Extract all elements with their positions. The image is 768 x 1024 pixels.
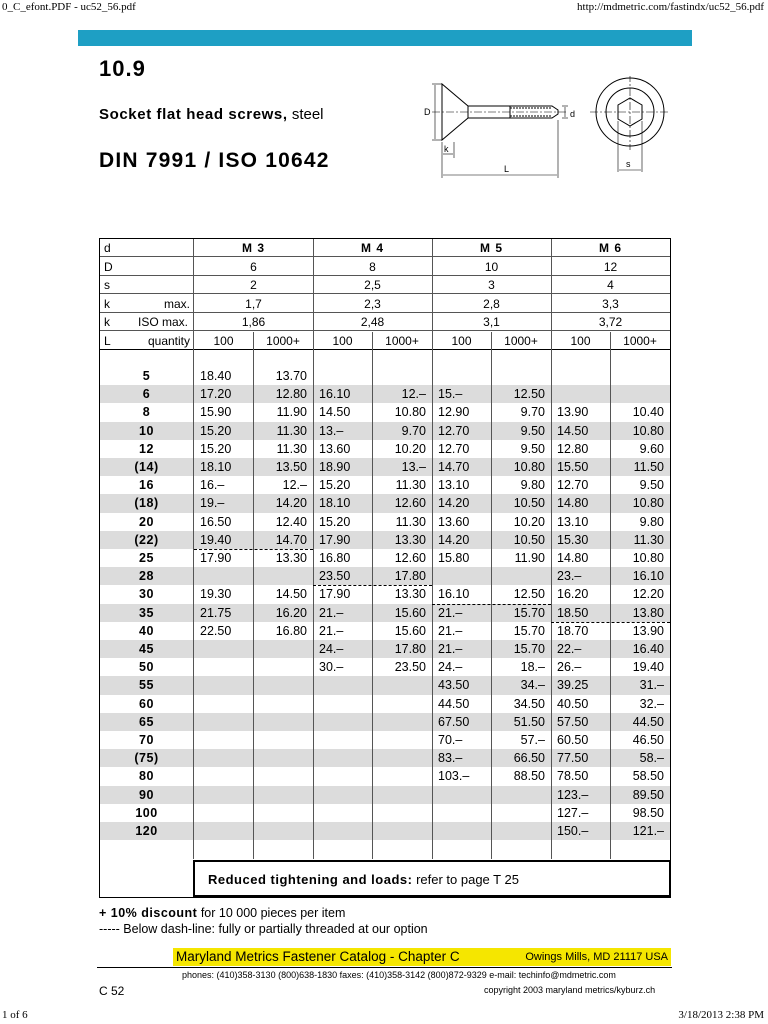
row-length: 10 [139, 423, 154, 438]
price-cell: 57.– [520, 733, 545, 747]
grid-line [372, 332, 373, 860]
row-length: 120 [135, 824, 158, 838]
price-cell: 12.– [282, 478, 307, 493]
price-cell: 34.– [520, 678, 545, 693]
grid-line [491, 332, 492, 860]
price-cell: 12.80 [557, 441, 589, 456]
row-length: 8 [142, 405, 151, 420]
price-cell: 88.50 [513, 769, 545, 784]
price-cell: 123.– [557, 787, 589, 802]
price-cell: 18.– [520, 660, 545, 675]
price-cell: 34.50 [513, 696, 545, 711]
row-length: 100 [135, 805, 158, 820]
note-normal: refer to page T 25 [412, 872, 519, 887]
table-header-row [100, 239, 670, 257]
table-header-value: M 3 [241, 241, 265, 255]
row-length: 5 [142, 369, 151, 383]
price-cell: 30.– [319, 660, 344, 675]
table-header-value: 1,86 [241, 315, 266, 329]
price-cell: 11.30 [276, 441, 307, 456]
price-cell: 11.90 [276, 405, 307, 420]
price-cell: 31.– [639, 678, 664, 693]
table-row [100, 531, 670, 549]
table-header-row [100, 295, 670, 313]
label-d: d [570, 109, 576, 119]
quantity-row-label: L [104, 333, 111, 348]
print-footer [0, 1008, 768, 1024]
row-length: 20 [139, 514, 154, 529]
price-cell: 16.20 [557, 587, 589, 602]
price-cell: 11.30 [395, 478, 426, 493]
price-cell: 16.– [200, 478, 225, 493]
price-cell: 16.50 [200, 514, 232, 529]
price-cell: 66.50 [513, 751, 545, 766]
price-cell: 39.25 [557, 678, 589, 693]
grid-line [432, 239, 433, 859]
price-cell: 15.60 [394, 623, 426, 638]
label-k: k [444, 144, 449, 154]
price-cell: 58.– [639, 751, 664, 766]
table-header-value: 2,8 [483, 296, 500, 311]
price-cell: 18.70 [557, 623, 589, 638]
price-cell: 13.30 [394, 532, 426, 547]
price-cell: 13.30 [275, 551, 307, 565]
table-row [100, 695, 670, 713]
table-header-row [100, 276, 670, 294]
print-header-filename: 0_C_efont.PDF - uc52_56.pdf [2, 1, 136, 13]
price-cell: 15.20 [319, 478, 351, 493]
print-header-url: http://mdmetric.com/fastindx/uc52_56.pdf [577, 1, 764, 13]
price-cell: 12.90 [438, 405, 470, 420]
price-cell: 14.20 [438, 532, 470, 547]
price-cell: 13.60 [319, 441, 351, 456]
price-cell: 19.40 [200, 532, 232, 547]
row-length: 35 [139, 605, 154, 620]
price-cell: 9.50 [520, 423, 545, 438]
discount-note [99, 906, 345, 920]
row-length: 65 [139, 714, 154, 729]
contact-info: phones: (410)358-3130 (800)638-1830 faxes: (410)358-3142 (800)872-9329 e-mail: techinfo@mdmetric.com [182, 970, 616, 980]
price-cell: 13.30 [394, 587, 426, 602]
price-cell: 12.50 [513, 587, 545, 602]
quantity-column-header: 100 [570, 333, 591, 348]
price-cell: 21.– [319, 623, 344, 638]
price-cell: 12.70 [557, 478, 589, 493]
price-cell: 11.30 [395, 514, 426, 529]
table-row [100, 804, 670, 822]
row-length: (14) [134, 460, 159, 474]
table-header-value: 2,3 [364, 296, 381, 311]
price-cell: 19.40 [632, 660, 664, 675]
price-cell: 150.– [557, 824, 589, 838]
table-header-value: 3,1 [483, 315, 500, 329]
print-timestamp: 3/18/2013 2:38 PM [678, 1009, 764, 1021]
table-header-row [100, 258, 670, 276]
thread-dash-line [551, 622, 670, 623]
price-cell: 9.80 [639, 514, 664, 529]
price-cell: 19.30 [200, 587, 232, 602]
price-cell: 12.40 [275, 514, 307, 529]
price-cell: 9.70 [520, 405, 545, 420]
price-cell: 14.80 [557, 551, 589, 565]
row-length: (75) [134, 751, 159, 766]
table-row [100, 422, 670, 440]
price-cell: 24.– [438, 660, 463, 675]
table-header-value: 3 [488, 278, 495, 292]
table-header-value: M 6 [598, 241, 622, 255]
subtitle-normal: steel [287, 106, 324, 123]
quantity-column-header: 1000+ [504, 333, 538, 348]
price-cell: 18.90 [319, 460, 351, 474]
price-cell: 16.10 [632, 569, 664, 584]
copyright: copyright 2003 maryland metrics/kyburz.ch [484, 985, 656, 995]
price-cell: 26.– [557, 660, 582, 675]
price-cell: 12.70 [438, 423, 470, 438]
price-cell: 13.– [319, 423, 344, 438]
row-length: 70 [139, 733, 154, 747]
price-cell: 15.20 [200, 423, 232, 438]
price-cell: 11.50 [633, 460, 664, 474]
table-row [100, 713, 670, 731]
table-header-value: 2 [250, 278, 257, 292]
table-header-sublabel: ISO max. [138, 315, 189, 329]
table-header-label: k [104, 296, 110, 311]
price-cell: 10.20 [394, 441, 426, 456]
price-cell: 15.50 [557, 460, 589, 474]
price-cell: 18.10 [319, 496, 351, 511]
quantity-column-header: 100 [332, 333, 353, 348]
row-length: (18) [134, 496, 159, 511]
price-cell: 15.90 [200, 405, 232, 420]
price-cell: 15.80 [438, 551, 470, 565]
discount-bold: + 10% discount [99, 906, 198, 920]
price-cell: 44.50 [438, 696, 470, 711]
note-bold: Reduced tightening and loads: [208, 872, 413, 887]
row-length: 25 [139, 551, 154, 565]
price-cell: 16.10 [319, 387, 351, 402]
table-row [100, 604, 670, 622]
price-cell: 15.30 [557, 532, 589, 547]
price-cell: 15.20 [200, 441, 232, 456]
price-cell: 12.80 [275, 387, 307, 402]
price-cell: 127.– [557, 805, 589, 820]
table-row [100, 440, 670, 458]
row-length: 80 [139, 769, 154, 784]
price-cell: 11.90 [514, 551, 545, 565]
print-page-count: 1 of 6 [2, 1009, 28, 1021]
price-cell: 15.70 [513, 605, 545, 620]
price-cell: 13.– [401, 460, 426, 474]
price-cell: 14.70 [275, 532, 307, 547]
price-cell: 23.– [557, 569, 582, 584]
row-length: 45 [139, 642, 154, 656]
row-length: 12 [139, 441, 154, 456]
quantity-column-header: 100 [451, 333, 472, 348]
row-length: 6 [142, 387, 151, 402]
reduced-loads-note [193, 860, 671, 897]
table-row [100, 676, 670, 694]
table-header-value: 6 [250, 259, 257, 274]
price-cell: 22.– [557, 642, 582, 656]
price-cell: 83.– [438, 751, 463, 766]
table-header-value: M 5 [479, 241, 503, 255]
price-cell: 11.30 [633, 532, 664, 547]
table-row [100, 767, 670, 785]
price-cell: 23.50 [394, 660, 426, 675]
table-row [100, 367, 670, 385]
price-cell: 14.80 [557, 496, 589, 511]
price-cell: 18.40 [200, 369, 232, 383]
price-cell: 13.90 [557, 405, 589, 420]
thread-dash-line [432, 604, 551, 605]
price-cell: 16.80 [275, 623, 307, 638]
price-cell: 11.30 [276, 423, 307, 438]
table-row [100, 622, 670, 640]
table-row [100, 494, 670, 512]
price-cell: 21.– [438, 642, 463, 656]
row-length: 28 [139, 569, 154, 584]
table-header-value: 1,7 [245, 296, 262, 311]
thread-dash-line [194, 549, 313, 550]
table-row [100, 567, 670, 585]
price-cell: 18.10 [200, 460, 232, 474]
page-code: C 52 [99, 984, 125, 998]
price-cell: 9.70 [401, 423, 426, 438]
price-cell: 14.50 [557, 423, 589, 438]
table-row [100, 403, 670, 421]
price-cell: 21.– [438, 623, 463, 638]
grid-line [313, 239, 314, 859]
label-D: D [424, 107, 431, 117]
table-header-value: M 4 [360, 241, 384, 255]
price-cell: 13.10 [557, 514, 589, 529]
price-cell: 46.50 [632, 733, 664, 747]
price-cell: 9.50 [639, 478, 664, 493]
table-row [100, 549, 670, 567]
quantity-row-sublabel: quantity [147, 333, 190, 348]
table-header-row [100, 313, 670, 331]
price-cell: 103.– [438, 769, 470, 784]
price-cell: 10.40 [632, 405, 664, 420]
screw-drawing [418, 76, 676, 180]
row-length: 30 [139, 587, 154, 602]
footer-rule [97, 967, 672, 968]
print-header [0, 0, 768, 14]
price-cell: 10.80 [632, 496, 664, 511]
price-cell: 13.70 [275, 369, 307, 383]
top-color-bar [78, 30, 692, 46]
table-header-label: d [104, 241, 111, 255]
subtitle-bold: Socket flat head screws, [99, 106, 288, 123]
quantity-column-header: 1000+ [623, 333, 657, 348]
price-cell: 17.80 [394, 569, 426, 584]
price-cell: 21.– [319, 605, 344, 620]
price-cell: 13.60 [438, 514, 470, 529]
price-cell: 10.20 [513, 514, 545, 529]
row-length: 60 [139, 696, 154, 711]
price-cell: 23.50 [319, 569, 351, 584]
label-L: L [504, 164, 510, 174]
price-cell: 19.– [200, 496, 225, 511]
table-header-value: 3,3 [602, 296, 619, 311]
price-cell: 17.20 [200, 387, 232, 402]
table-row [100, 731, 670, 749]
dash-line-note: ----- Below dash-line: fully or partially threaded at our option [99, 922, 428, 936]
table-row [100, 585, 670, 603]
thread-dash-line [313, 585, 432, 586]
row-length: 40 [139, 623, 154, 638]
table-row [100, 658, 670, 676]
quantity-column-header: 1000+ [385, 333, 419, 348]
price-cell: 12.20 [632, 587, 664, 602]
price-cell: 17.90 [319, 587, 351, 602]
standard-title: DIN 7991 / ISO 10642 [99, 149, 330, 172]
price-cell: 12.70 [438, 441, 470, 456]
discount-normal: for 10 000 pieces per item [197, 906, 346, 920]
grade-title: 10.9 [99, 56, 146, 81]
price-cell: 51.50 [513, 714, 545, 729]
price-cell: 98.50 [632, 805, 664, 820]
price-cell: 10.50 [513, 496, 545, 511]
catalog-location: Owings Mills, MD 21117 USA [525, 951, 668, 963]
price-cell: 16.20 [275, 605, 307, 620]
price-cell: 9.80 [520, 478, 545, 493]
row-length: 16 [139, 478, 154, 493]
row-length: (22) [134, 532, 159, 547]
table-header-value: 10 [484, 259, 499, 274]
price-cell: 17.90 [319, 532, 351, 547]
price-cell: 16.80 [319, 551, 351, 565]
row-length: 55 [139, 678, 154, 693]
price-cell: 17.80 [394, 642, 426, 656]
price-table [99, 238, 671, 898]
product-subtitle [99, 106, 324, 123]
price-cell: 17.90 [200, 551, 232, 565]
price-cell: 10.50 [513, 532, 545, 547]
price-cell: 15.60 [394, 605, 426, 620]
price-cell: 10.80 [513, 460, 545, 474]
price-cell: 12.60 [394, 551, 426, 565]
price-cell: 15.70 [513, 623, 545, 638]
price-cell: 18.50 [557, 605, 589, 620]
price-cell: 14.20 [438, 496, 470, 511]
label-s: s [626, 159, 631, 169]
price-cell: 13.80 [632, 605, 664, 620]
price-cell: 70.– [438, 733, 463, 747]
price-cell: 15.70 [513, 642, 545, 656]
table-header-value: 8 [369, 259, 376, 274]
table-header-value: 12 [603, 259, 618, 274]
row-length: 90 [139, 787, 154, 802]
price-cell: 121.– [632, 824, 664, 838]
price-cell: 12.60 [394, 496, 426, 511]
table-row [100, 822, 670, 840]
grid-line [253, 332, 254, 860]
table-header-sublabel: max. [163, 296, 190, 311]
price-cell: 67.50 [438, 714, 470, 729]
price-cell: 10.80 [394, 405, 426, 420]
table-row [100, 749, 670, 767]
table-row [100, 476, 670, 494]
table-row [100, 786, 670, 804]
price-cell: 21.– [438, 605, 463, 620]
quantity-column-header: 100 [213, 333, 234, 348]
price-cell: 21.75 [200, 605, 232, 620]
table-row [100, 458, 670, 476]
price-cell: 24.– [319, 642, 344, 656]
grid-line [610, 332, 611, 860]
price-cell: 89.50 [632, 787, 664, 802]
table-header-label: D [104, 259, 113, 274]
price-cell: 13.10 [438, 478, 470, 493]
quantity-column-header: 1000+ [266, 333, 300, 348]
catalog-banner [173, 948, 671, 966]
table-header-label: k [104, 315, 110, 329]
price-cell: 14.50 [319, 405, 351, 420]
price-cell: 58.50 [632, 769, 664, 784]
price-cell: 15.20 [319, 514, 351, 529]
price-cell: 10.80 [632, 423, 664, 438]
price-cell: 13.50 [275, 460, 307, 474]
price-cell: 60.50 [557, 733, 589, 747]
table-quantity-row [100, 332, 670, 350]
table-header-value: 2,5 [364, 278, 381, 292]
price-cell: 16.10 [438, 587, 470, 602]
table-header-value: 4 [607, 278, 614, 292]
price-cell: 12.– [401, 387, 426, 402]
price-cell: 32.– [639, 696, 664, 711]
price-cell: 9.60 [639, 441, 664, 456]
table-row [100, 385, 670, 403]
table-header-label: s [104, 278, 110, 292]
price-cell: 9.50 [520, 441, 545, 456]
price-cell: 14.70 [438, 460, 470, 474]
price-cell: 13.90 [632, 623, 664, 638]
price-cell: 57.50 [557, 714, 589, 729]
price-cell: 40.50 [557, 696, 589, 711]
price-cell: 15.– [438, 387, 463, 402]
price-cell: 12.50 [513, 387, 545, 402]
price-cell: 14.20 [275, 496, 307, 511]
price-cell: 43.50 [438, 678, 470, 693]
grid-line [551, 239, 552, 859]
price-cell: 77.50 [557, 751, 589, 766]
table-row [100, 640, 670, 658]
catalog-title: Maryland Metrics Fastener Catalog - Chapter C [176, 949, 460, 964]
price-cell: 10.80 [632, 551, 664, 565]
table-header-value: 2,48 [360, 315, 385, 329]
price-cell: 14.50 [275, 587, 307, 602]
price-cell: 22.50 [200, 623, 232, 638]
table-header-value: 3,72 [598, 315, 623, 329]
price-cell: 44.50 [632, 714, 664, 729]
price-cell: 78.50 [557, 769, 589, 784]
table-row [100, 513, 670, 531]
row-length: 50 [139, 660, 154, 675]
price-cell: 16.40 [632, 642, 664, 656]
